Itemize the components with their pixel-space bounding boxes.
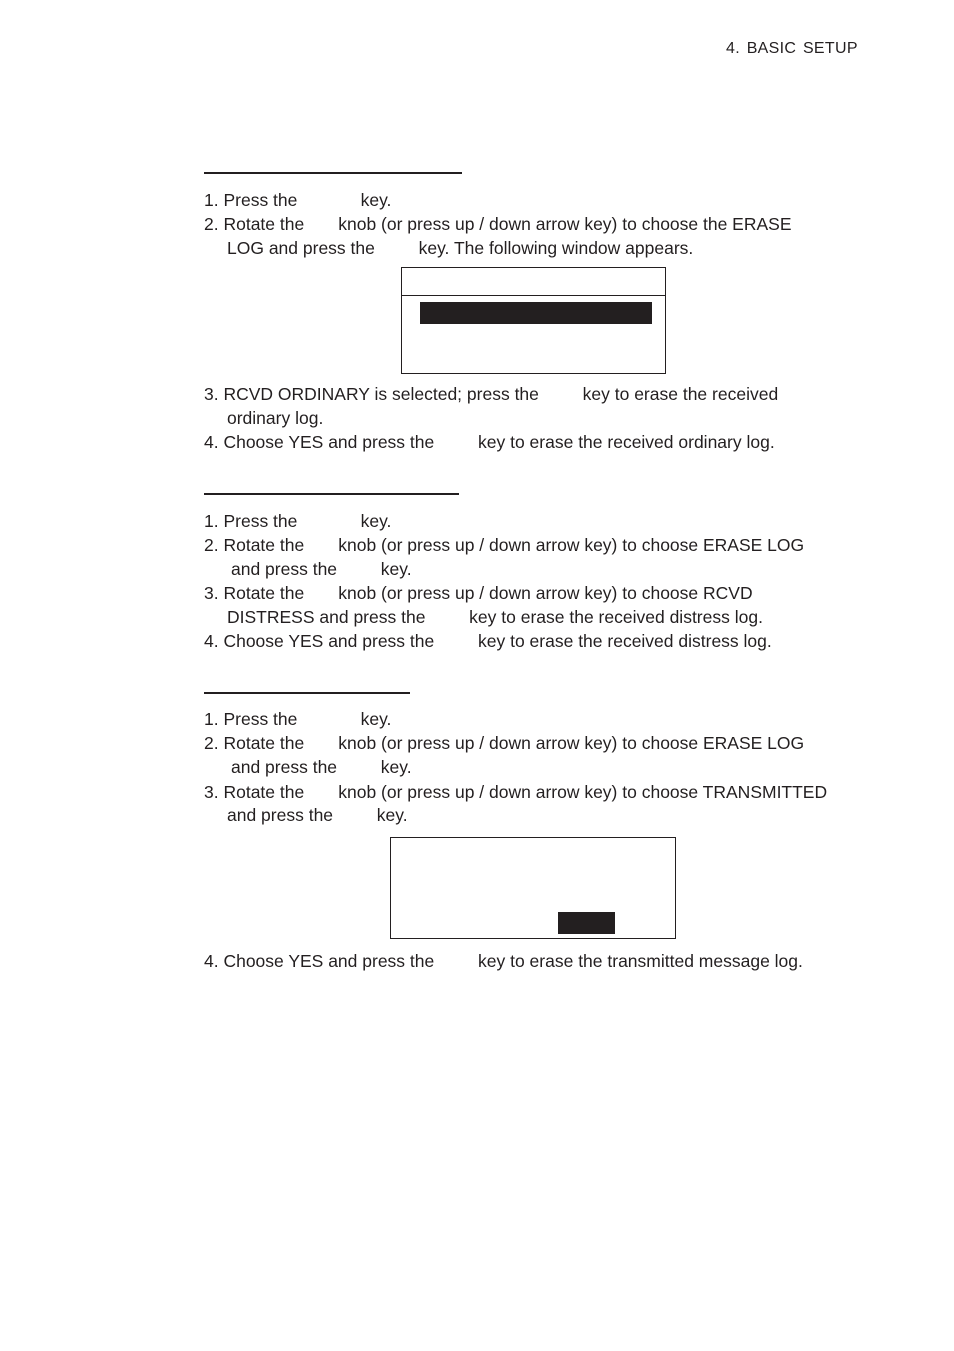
step-line: 1. Press the key. — [204, 511, 392, 531]
section-heading-rule — [204, 493, 459, 495]
step-line: 1. Press the key. — [204, 709, 392, 729]
erase-log-window — [401, 267, 666, 374]
selected-option-highlight — [558, 912, 615, 934]
step-line: 3. RCVD ORDINARY is selected; press the key to erase the received — [204, 384, 779, 404]
step-line: 3. Rotate the knob (or press up / down arrow key) to choose RCVD — [204, 583, 753, 603]
section-heading-rule — [204, 692, 410, 694]
step-line: 2. Rotate the knob (or press up / down arrow key) to choose the ERASE — [204, 214, 792, 234]
page-header: 4. BASIC SETUP — [726, 40, 858, 57]
step-line: 4. Choose YES and press the key to erase the received distress log. — [204, 631, 772, 651]
step-line: 1. Press the key. — [204, 190, 392, 210]
step-line: 4. Choose YES and press the key to erase the received ordinary log. — [204, 432, 775, 452]
window-title-bar — [402, 268, 665, 296]
section-heading-rule — [204, 172, 462, 174]
step-line: 4. Choose YES and press the key to erase the transmitted message log. — [204, 951, 803, 971]
step-line: 2. Rotate the knob (or press up / down arrow key) to choose ERASE LOG — [204, 535, 805, 555]
step-line: 2. Rotate the knob (or press up / down arrow key) to choose ERASE LOG — [204, 733, 805, 753]
step-line: LOG and press the key. The following window appears. — [227, 238, 694, 258]
step-line: DISTRESS and press the key to erase the received distress log. — [227, 607, 763, 627]
step-line: and press the key. — [231, 757, 412, 777]
selected-item-highlight — [420, 302, 652, 324]
step-line: 3. Rotate the knob (or press up / down arrow key) to choose TRANSMITTED — [204, 782, 828, 802]
step-line: ordinary log. — [227, 408, 324, 428]
step-line: and press the key. — [227, 805, 408, 825]
step-line: and press the key. — [231, 559, 412, 579]
confirm-window — [390, 837, 676, 939]
